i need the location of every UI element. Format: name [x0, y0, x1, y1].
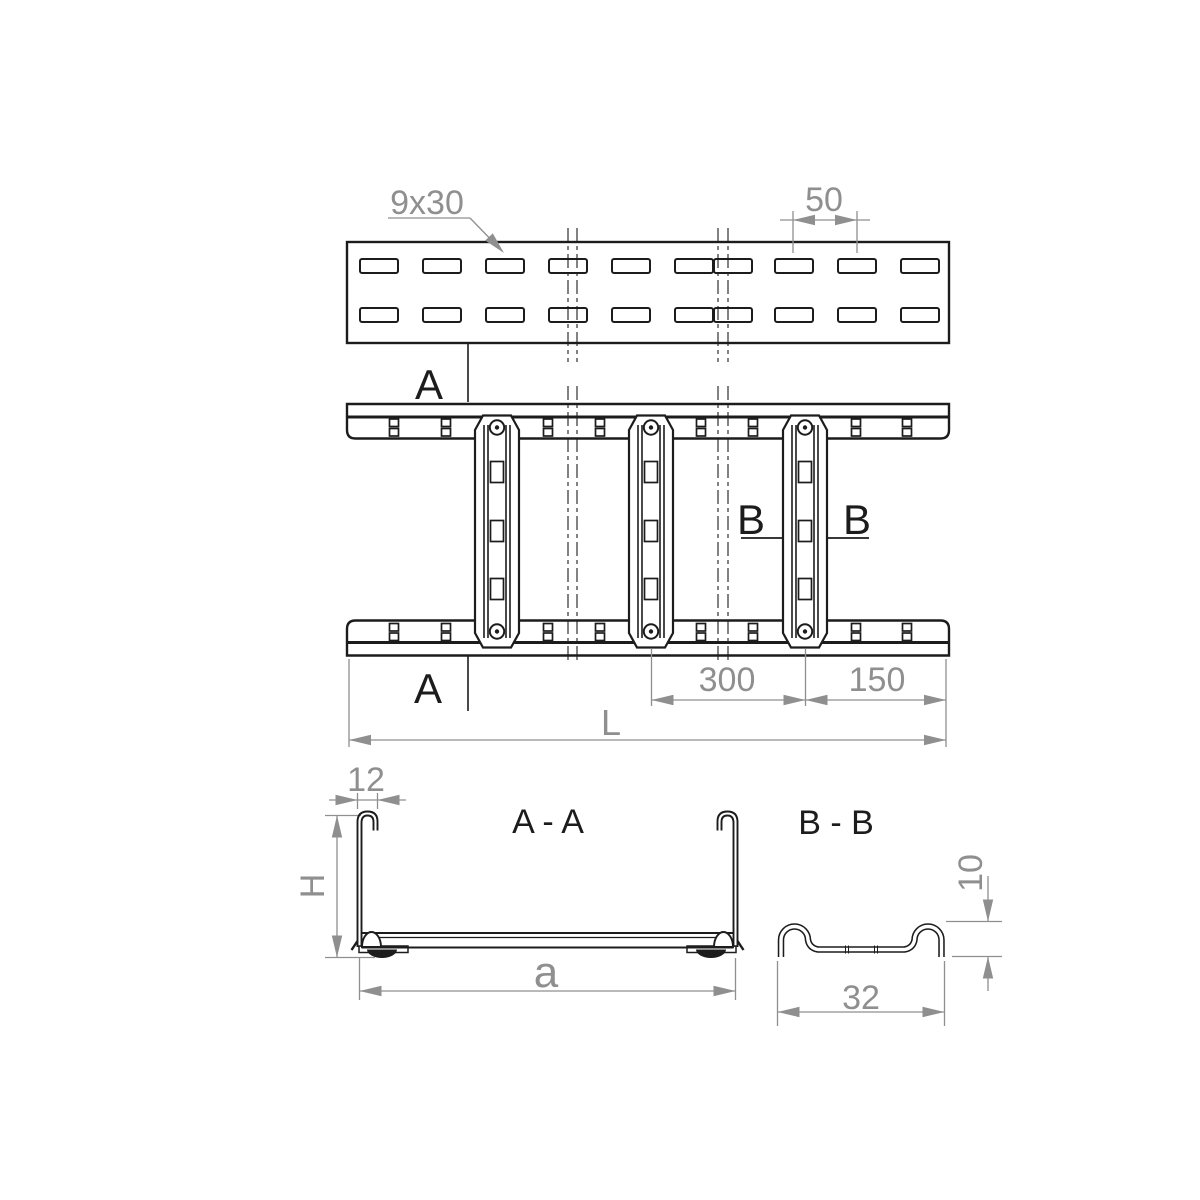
slot-pitch-label: 50	[805, 181, 843, 219]
section-b-letter-left: B	[736, 496, 766, 543]
section-a-letter-bottom: A	[413, 665, 443, 712]
height-label: H	[294, 873, 332, 899]
section-aa-title: A - A	[512, 803, 584, 841]
rail-side-view	[347, 242, 949, 343]
section-a-letter-top: A	[414, 361, 444, 408]
flange-width-label: 12	[347, 761, 385, 799]
rung-spacing-label: 300	[698, 661, 756, 699]
end-distance-label: 150	[848, 661, 906, 699]
section-bb-title: B - B	[798, 804, 874, 842]
inner-width-label: a	[533, 948, 559, 997]
section-b-letter-right: B	[842, 496, 872, 543]
profile-height-label: 10	[952, 854, 990, 892]
total-length-label: L	[600, 702, 622, 743]
profile-width-label: 32	[842, 979, 880, 1017]
rail-outline	[347, 242, 949, 343]
slot-size-label: 9x30	[390, 184, 464, 222]
